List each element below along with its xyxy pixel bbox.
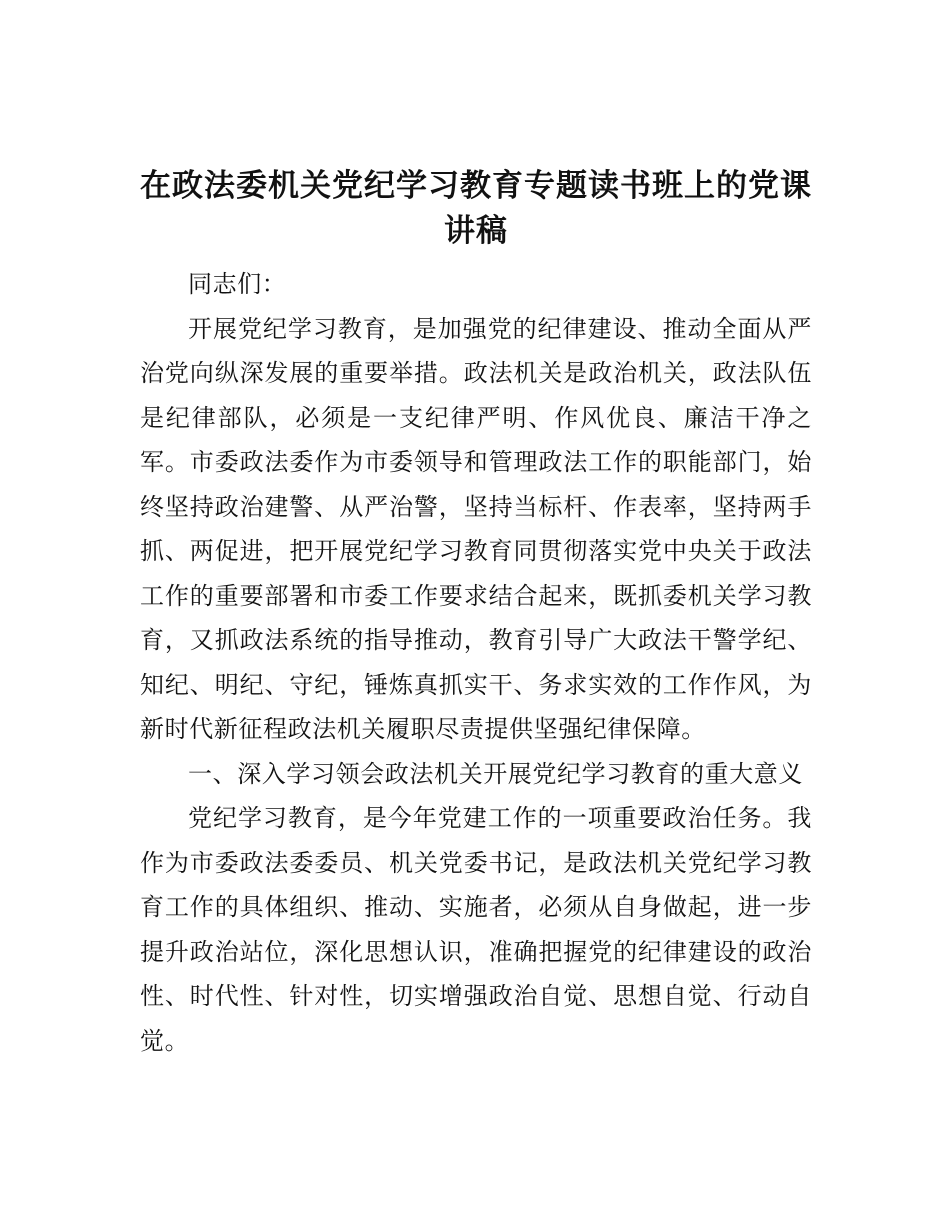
paragraph-section-1: 党纪学习教育，是今年党建工作的一项重要政治任务。我作为市委政法委委员、机关党委书记，是政法机关党纪学习教育工作的具体组织、推动、实施者，必须从自身做起，进一步提升政治站位，深化思想认识，准确把握党的纪律建设的政治性、时代性、针对性，切实增强政治自觉、思想自觉、行动自觉。: [140, 804, 812, 1055]
paragraph-intro: 开展党纪学习教育，是加强党的纪律建设、推动全面从严治党向纵深发展的重要举措。政法机关是政治机关，政法队伍是纪律部队，必须是一支纪律严明、作风优良、廉洁干净之军。市委政法委作为市委领导和管理政法工作的职能部门，始终坚持政治建警、从严治警，坚持当标杆、作表率，坚持两手抓、两促进，把开展党纪学习教育同贯彻落实党中央关于政法工作的重要部署和市委工作要求结合起来，既抓委机关学习教育，又抓政法系统的指导推动，教育引导广大政法干警学纪、知纪、明纪、守纪，锤炼真抓实干、务求实效的工作作风，为新时代新征程政法机关履职尽责提供坚强纪律保障。: [140, 314, 812, 743]
document-title: 在政法委机关党纪学习教育专题读书班上的党课讲稿: [140, 168, 812, 249]
document-body: [140, 262, 812, 1063]
salutation: 同志们：: [188, 270, 287, 298]
section-heading-1: 一、深入学习领会政法机关开展党纪学习教育的重大意义: [188, 759, 803, 788]
